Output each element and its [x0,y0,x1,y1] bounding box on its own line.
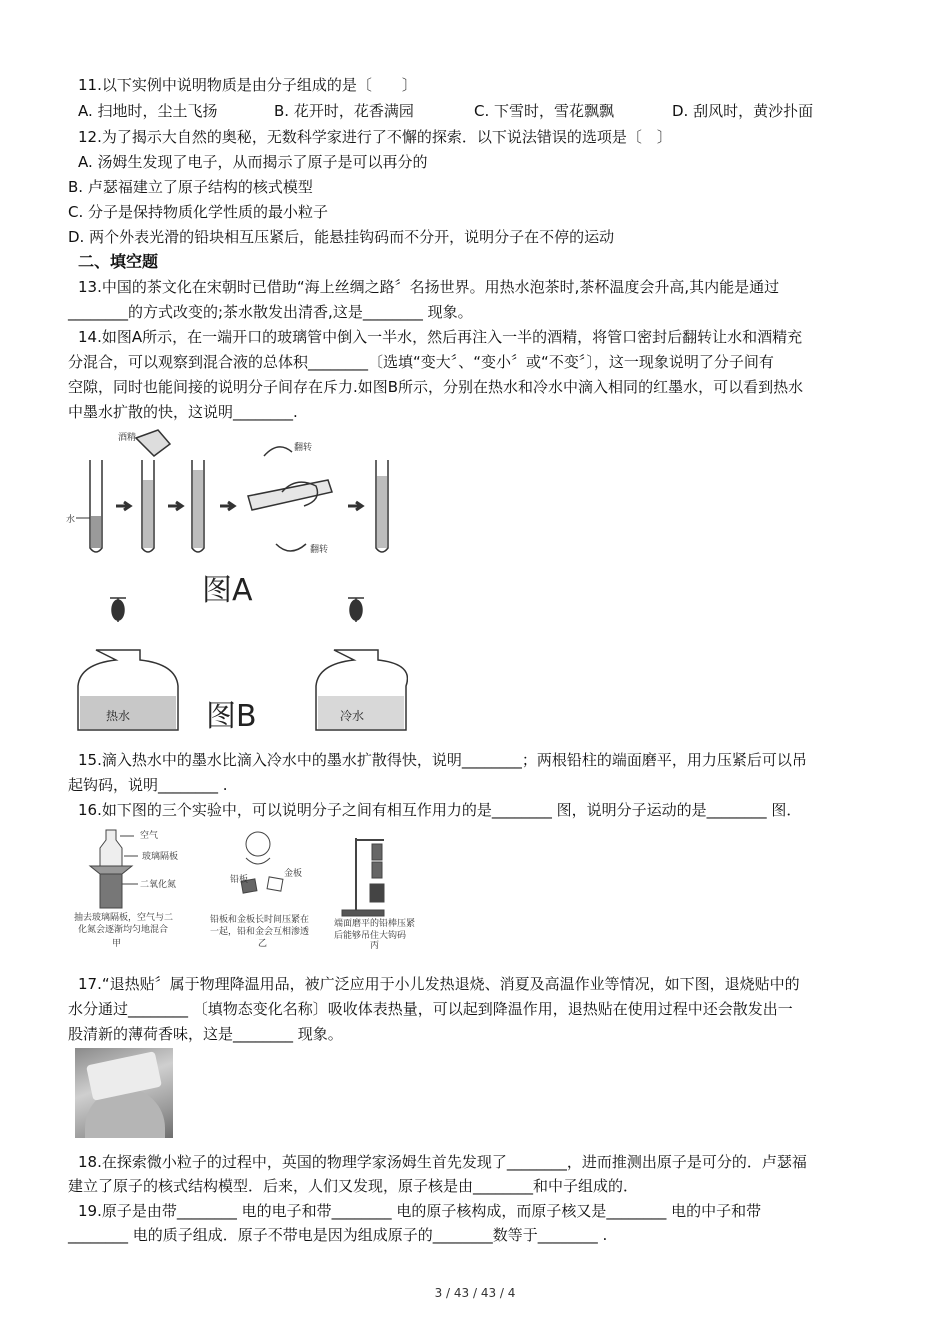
lead-rod-bottom [372,862,382,878]
q15-line1: 15.滴入热水中的墨水比滴入冷水中的墨水扩散得快，说明________；两根铅柱的端面磨平，用力压紧后可以吊 [78,751,807,769]
label-no2: 二氧化氮 [140,880,177,890]
q12-option-d[interactable]: D. 两个外表光滑的铅块相互压紧后，能悬挂钩码而不分开，说明分子在不停的运动 [68,228,615,246]
hook-weight [370,884,384,902]
label-air: 空气 [140,831,159,841]
q17-line2: 水分通过________ 〔填物态变化名称〕吸收体表热量，可以起到降温作用，退热贴在使用过程中还会散发出一 [68,1000,793,1018]
q17-line1: 17.“退热贴〞属于物理降温用品，被广泛应用于小儿发热退烧、消夏及高温作业等情况，如下图，退烧贴中的 [78,975,800,993]
alcohol-bottle [136,430,170,456]
arrow-icon [220,502,234,510]
caption-a-line2: 化氮会逐渐均匀地混合 [78,925,169,935]
q17-line3: 股清新的薄荷香味，这是________ 现象。 [68,1025,343,1043]
boy-head [246,832,270,856]
figure-a-title: 图A [202,573,253,608]
q15-line2: 起钩码，说明________ . [68,776,228,794]
tag-jia: 甲 [112,939,122,949]
q11-stem: 11.以下实例中说明物质是由分子组成的是〔 〕 [78,76,417,94]
fever-patch-photo [75,1048,173,1138]
figure-q16 [72,826,432,950]
label-flip-bottom: 翻转 [310,545,329,555]
caption-c-line1: 端面磨平的铅棒压紧 [334,919,416,929]
jar-bottom-no2 [100,874,122,908]
caption-a-line1: 抽去玻璃隔板，空气与二 [74,913,174,923]
figure-a-b [66,426,408,744]
gold-plate [267,877,283,891]
caption-b-line1: 铅板和金板长时间压紧在 [210,915,310,925]
stand-base [342,910,384,916]
label-water: 水 [66,515,76,525]
label-alcohol: 酒精 [118,433,137,443]
q14-line1: 14.如图A所示，在一端开口的玻璃管中倒入一半水，然后再注入一半的酒精，将管口密封后翻转让水和酒精充 [78,328,803,346]
label-flip-top: 翻转 [294,443,313,453]
q18-line2: 建立了原子的核式结构模型．后来，人们又发现，原子核是由________和中子组成的． [68,1177,639,1195]
q18-line1: 18.在探索微小粒子的过程中，英国的物理学家汤姆生首先发现了________，进而推测出原子是可分的．卢瑟福 [78,1153,807,1171]
q12-option-a[interactable]: A. 汤姆生发现了电子，从而揭示了原子是可以再分的 [78,153,428,171]
arrow-icon [348,502,362,510]
tag-yi: 乙 [258,939,268,949]
q13-line1: 13.中国的茶文化在宋朝时已借助“海上丝绸之路〞名扬世界。用热水泡茶时,茶杯温度会升高,其内能是通过 [78,278,780,296]
page-number: 3 / 43 / 43 / 4 [434,1286,516,1300]
q11-option-c[interactable]: C. 下雪时，雪花飘飘 [474,102,615,120]
q14-line3: 空隙，同时也能间接的说明分子间存在斥力.如图B所示，分别在热水和冷水中滴入相同的红墨水，可以看到热水 [68,378,804,396]
q14-line2: 分混合，可以观察到混合液的总体积________〔选填“变大〞、“变小〞或“不变〞〕，这一现象说明了分子间有 [68,353,774,371]
q12-option-c[interactable]: C. 分子是保持物质化学性质的最小粒子 [68,203,329,221]
q16-line1: 16.如下图的三个实验中，可以说明分子之间有相互作用力的是________ 图，说明分子运动的是________ 图． [78,801,802,819]
q14-line4: 中墨水扩散的快，这说明________. [68,403,298,421]
flip-arrow-icon [276,544,306,551]
caption-c-line2: 后能够吊住大钩码 [334,931,407,941]
label-gold: 金板 [284,869,303,879]
caption-b-line2: 一起，铅和金会互相渗透 [210,927,310,937]
q11-option-a[interactable]: A. 扫地时，尘土飞扬 [78,102,218,120]
q12-stem: 12.为了揭示大自然的奥秘，无数科学家进行了不懈的探索．以下说法错误的选项是〔 〕 [78,128,672,146]
label-cold-water: 冷水 [340,709,365,723]
flip-arrow-icon [264,447,292,456]
label-glass-plate: 玻璃隔板 [142,852,179,862]
q11-option-d[interactable]: D. 刮风时，黄沙扑面 [672,102,814,120]
jar-top-air [100,830,122,866]
q11-option-b[interactable]: B. 花开时，花香满园 [274,102,414,120]
figure-b-title: 图B [206,699,257,734]
tag-bing: 丙 [370,941,380,950]
arrow-icon [168,502,182,510]
section-title: 二、填空题 [78,252,159,271]
lead-rod-top [372,844,382,860]
label-lead: 铅板 [230,875,249,885]
q19-line1: 19.原子是由带________ 电的电子和带________ 电的原子核构成，而原子核又是________ 电的中子和带 [78,1202,762,1220]
arrow-icon [116,502,130,510]
glass-plate [90,866,132,874]
label-hot-water: 热水 [106,709,131,723]
q13-line2: ________的方式改变的;茶水散发出清香,这是________ 现象。 [68,303,473,321]
q12-option-b[interactable]: B. 卢瑟福建立了原子结构的核式模型 [68,178,313,196]
q19-line2: ________ 电的质子组成．原子不带电是因为组成原子的________数等于________ . [68,1226,608,1244]
